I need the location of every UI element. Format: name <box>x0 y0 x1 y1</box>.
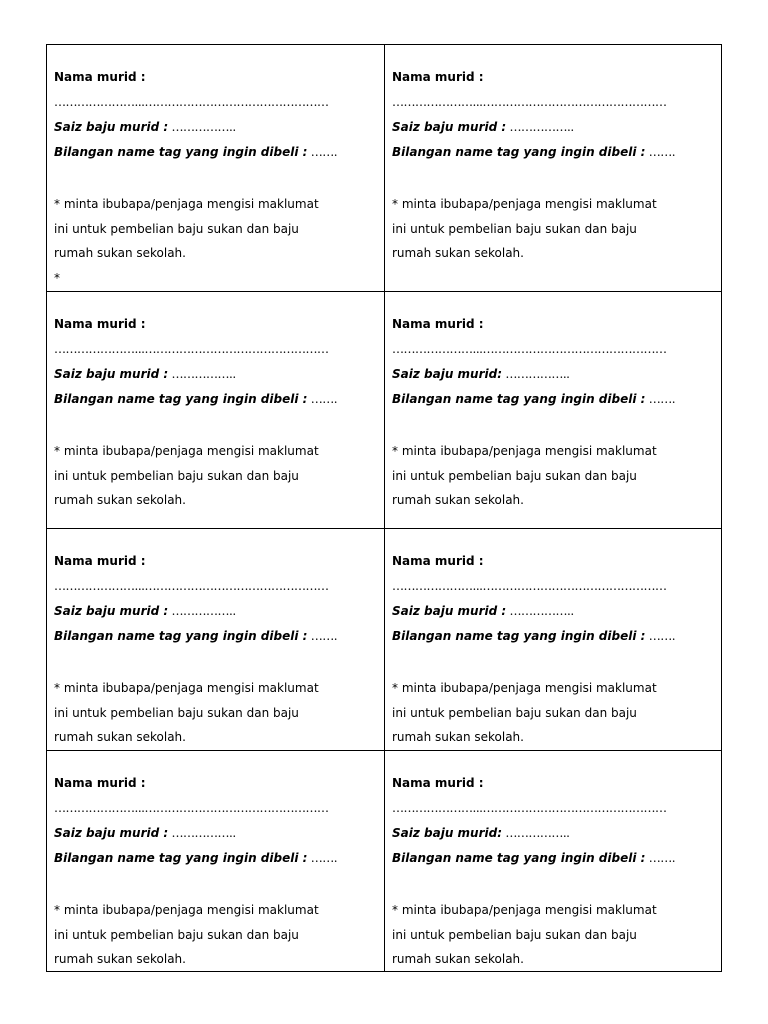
form-card <box>384 291 722 529</box>
shirt-size-label: Saiz baju murid : <box>54 604 169 618</box>
shirt-size-blank: …………….. <box>168 120 236 134</box>
form-card <box>46 750 385 972</box>
form-card <box>46 291 385 529</box>
shirt-size-blank: …………….. <box>502 826 570 840</box>
student-name-blank: …………………...………………………………………… <box>392 342 667 356</box>
student-name-label: Nama murid : <box>54 317 146 331</box>
student-name-blank: …………………...………………………………………… <box>54 342 329 356</box>
name-tag-count-blank: ……. <box>645 851 676 865</box>
parent-note-line: ini untuk pembelian baju sukan dan baju <box>392 927 637 942</box>
shirt-size-blank: …………….. <box>506 604 574 618</box>
shirt-size-label: Saiz baju murid : <box>54 120 169 134</box>
student-name-blank: …………………...………………………………………… <box>392 801 667 815</box>
parent-note-line: rumah sukan sekolah. <box>392 493 524 507</box>
parent-note-line: ini untuk pembelian baju sukan dan baju <box>54 468 299 483</box>
parent-note-line: * minta ibubapa/penjaga mengisi maklumat <box>54 903 319 917</box>
student-name-label: Nama murid : <box>392 317 484 331</box>
parent-note-line: * minta ibubapa/penjaga mengisi maklumat <box>392 681 657 695</box>
parent-note-line: * minta ibubapa/penjaga mengisi maklumat <box>54 681 319 695</box>
student-name-label: Nama murid : <box>392 554 484 568</box>
parent-note-line: rumah sukan sekolah. <box>54 952 186 966</box>
name-tag-count-blank: ……. <box>645 392 676 406</box>
shirt-size-label: Saiz baju murid : <box>392 604 507 618</box>
student-name-blank: …………………...………………………………………… <box>54 801 329 815</box>
form-sheet <box>46 44 722 972</box>
shirt-size-blank: …………….. <box>506 120 574 134</box>
student-name-blank: …………………...………………………………………… <box>54 579 329 593</box>
student-name-label: Nama murid : <box>54 554 146 568</box>
student-name-label: Nama murid : <box>54 776 146 790</box>
shirt-size-blank: …………….. <box>168 826 236 840</box>
name-tag-count-blank: ……. <box>645 145 676 159</box>
shirt-size-label: Saiz baju murid : <box>54 367 169 381</box>
name-tag-count-blank: ……. <box>307 145 338 159</box>
shirt-size-blank: …………….. <box>502 367 570 381</box>
parent-note-line: * minta ibubapa/penjaga mengisi maklumat <box>392 903 657 917</box>
student-name-blank: …………………...………………………………………… <box>392 95 667 109</box>
shirt-size-label: Saiz baju murid: <box>392 367 503 381</box>
student-name-label: Nama murid : <box>392 776 484 790</box>
name-tag-count-label: Bilangan name tag yang ingin dibeli : <box>392 629 646 643</box>
parent-note-line: ini untuk pembelian baju sukan dan baju <box>54 221 299 236</box>
student-name-blank: …………………...………………………………………… <box>392 579 667 593</box>
form-card <box>384 528 722 751</box>
parent-note-line: ini untuk pembelian baju sukan dan baju <box>392 468 637 483</box>
parent-note-line: rumah sukan sekolah. <box>392 730 524 744</box>
name-tag-count-label: Bilangan name tag yang ingin dibeli : <box>392 392 646 406</box>
name-tag-count-blank: ……. <box>307 629 338 643</box>
name-tag-count-label: Bilangan name tag yang ingin dibeli : <box>54 629 308 643</box>
parent-note-line: ini untuk pembelian baju sukan dan baju <box>392 705 637 720</box>
student-name-label: Nama murid : <box>54 70 146 84</box>
student-name-label: Nama murid : <box>392 70 484 84</box>
parent-note-line: rumah sukan sekolah. <box>392 952 524 966</box>
parent-note-asterisk: * <box>54 270 60 285</box>
parent-note-line: * minta ibubapa/penjaga mengisi maklumat <box>392 444 657 458</box>
form-card <box>46 528 385 751</box>
form-card <box>384 44 722 292</box>
student-name-blank: …………………...………………………………………… <box>54 95 329 109</box>
parent-note-line: rumah sukan sekolah. <box>54 493 186 507</box>
shirt-size-label: Saiz baju murid : <box>54 826 169 840</box>
name-tag-count-label: Bilangan name tag yang ingin dibeli : <box>54 392 308 406</box>
parent-note-line: * minta ibubapa/penjaga mengisi maklumat <box>392 197 657 211</box>
name-tag-count-blank: ……. <box>645 629 676 643</box>
name-tag-count-label: Bilangan name tag yang ingin dibeli : <box>392 145 646 159</box>
parent-note-line: rumah sukan sekolah. <box>392 246 524 260</box>
shirt-size-label: Saiz baju murid: <box>392 826 503 840</box>
parent-note-line: ini untuk pembelian baju sukan dan baju <box>54 927 299 942</box>
parent-note-line: ini untuk pembelian baju sukan dan baju <box>54 705 299 720</box>
form-card <box>46 44 385 292</box>
parent-note-line: * minta ibubapa/penjaga mengisi maklumat <box>54 197 319 211</box>
parent-note-line: * minta ibubapa/penjaga mengisi maklumat <box>54 444 319 458</box>
parent-note-line: rumah sukan sekolah. <box>54 730 186 744</box>
name-tag-count-label: Bilangan name tag yang ingin dibeli : <box>54 145 308 159</box>
shirt-size-label: Saiz baju murid : <box>392 120 507 134</box>
name-tag-count-label: Bilangan name tag yang ingin dibeli : <box>392 851 646 865</box>
shirt-size-blank: …………….. <box>168 604 236 618</box>
name-tag-count-blank: ……. <box>307 392 338 406</box>
shirt-size-blank: …………….. <box>168 367 236 381</box>
form-card <box>384 750 722 972</box>
parent-note-line: rumah sukan sekolah. <box>54 246 186 260</box>
parent-note-line: ini untuk pembelian baju sukan dan baju <box>392 221 637 236</box>
name-tag-count-blank: ……. <box>307 851 338 865</box>
name-tag-count-label: Bilangan name tag yang ingin dibeli : <box>54 851 308 865</box>
